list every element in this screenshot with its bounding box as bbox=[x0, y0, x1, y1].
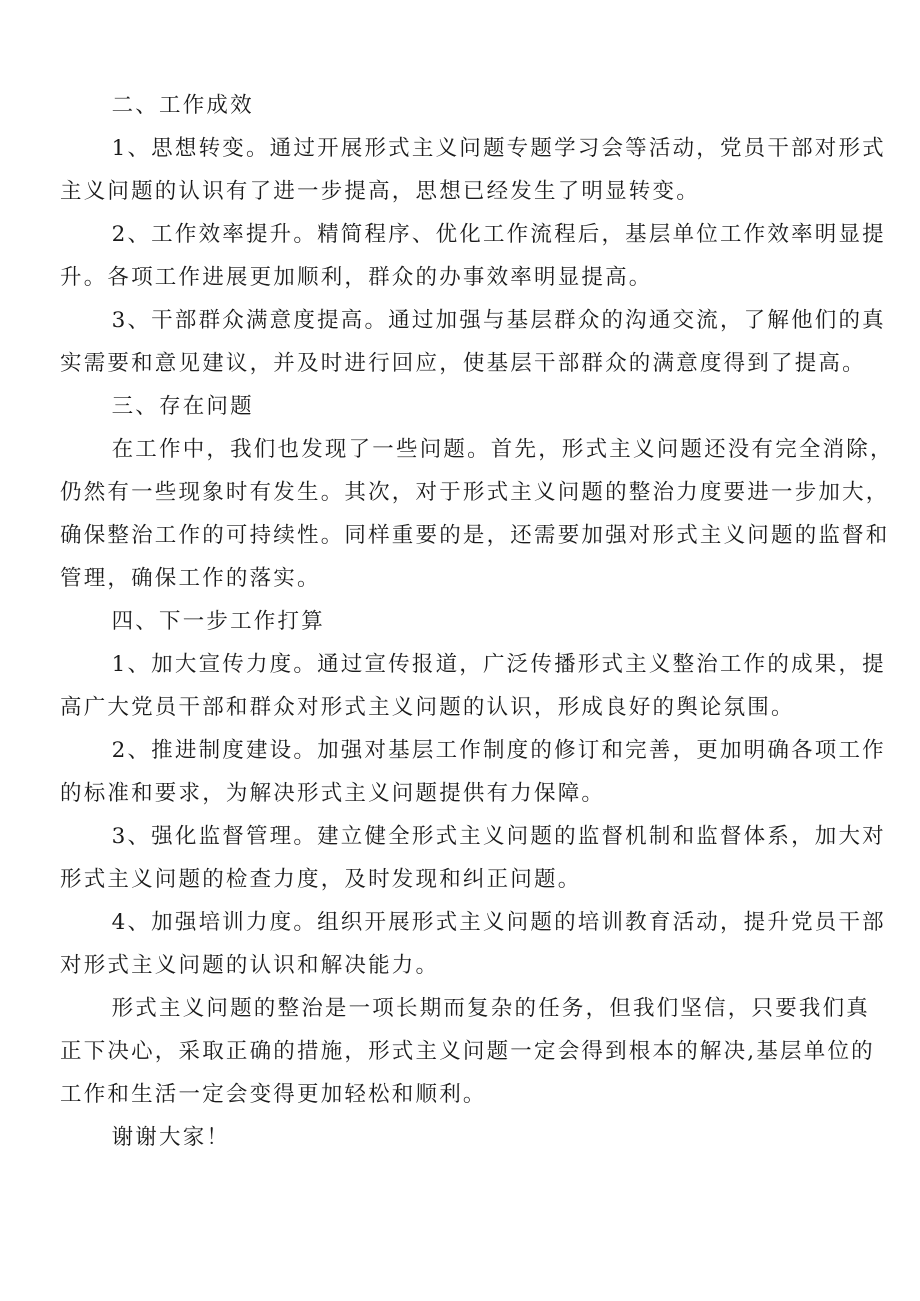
text-line: 1、加大宣传力度。通过宣传报道，广泛传播形式主义整治工作的成果，提 bbox=[111, 652, 886, 677]
text-line: 3、强化监督管理。建立健全形式主义问题的监督机制和监督体系，加大对 bbox=[111, 824, 886, 849]
text-line: 升。各项工作进展更加顺利，群众的办事效率明显提高。 bbox=[60, 265, 653, 290]
section-heading-next-steps: 四、下一步工作打算 bbox=[111, 609, 325, 634]
paragraph-supervision bbox=[60, 815, 886, 901]
paragraph-conclusion bbox=[60, 987, 875, 1116]
text-line: 实需要和意见建议，并及时进行回应，使基层干部群众的满意度得到了提高。 bbox=[60, 351, 866, 376]
paragraph-problems bbox=[60, 428, 894, 600]
text-line: 高广大党员干部和群众对形式主义问题的认识，形成良好的舆论氛围。 bbox=[60, 695, 795, 720]
text-line: 对形式主义问题的认识和解决能力。 bbox=[60, 953, 440, 978]
text-line: 3、干部群众满意度提高。通过加强与基层群众的沟通交流，了解他们的真 bbox=[111, 308, 886, 333]
text-line: 4、加强培训力度。组织开展形式主义问题的培训教育活动，提升党员干部 bbox=[111, 910, 886, 935]
section-heading-achievements: 二、工作成效 bbox=[111, 93, 254, 118]
text-line: 2、工作效率提升。精简程序、优化工作流程后，基层单位工作效率明显提 bbox=[111, 222, 886, 247]
paragraph-thinking-change bbox=[60, 127, 886, 213]
text-line: 的标准和要求，为解决形式主义问题提供有力保障。 bbox=[60, 781, 606, 806]
text-line: 形式主义问题的检查力度，及时发现和纠正问题。 bbox=[60, 867, 582, 892]
paragraph-training bbox=[60, 901, 886, 987]
text-line: 正下决心，采取正确的措施，形式主义问题一定会得到根本的解决,基层单位的 bbox=[60, 1039, 875, 1064]
closing-thanks: 谢谢大家！ bbox=[111, 1125, 231, 1150]
text-line: 2、推进制度建设。加强对基层工作制度的修订和完善，更加明确各项工作 bbox=[111, 738, 886, 763]
paragraph-system-building bbox=[60, 729, 886, 815]
text-line: 仍然有一些现象时有发生。其次，对于形式主义问题的整治力度要进一步加大， bbox=[60, 480, 890, 505]
paragraph-satisfaction bbox=[60, 299, 886, 385]
document-page bbox=[60, 84, 894, 1159]
text-line: 1、思想转变。通过开展形式主义问题专题学习会等活动，党员干部对形式 bbox=[111, 136, 886, 161]
paragraph-publicity bbox=[60, 643, 886, 729]
text-line: 工作和生活一定会变得更加轻松和顺利。 bbox=[60, 1082, 487, 1107]
text-line: 主义问题的认识有了进一步提高，思想已经发生了明显转变。 bbox=[60, 179, 700, 204]
text-line: 确保整治工作的可持续性。同样重要的是，还需要加强对形式主义问题的监督和 bbox=[60, 523, 890, 548]
text-line: 形式主义问题的整治是一项长期而复杂的任务，但我们坚信，只要我们真 bbox=[111, 996, 870, 1021]
text-line: 管理，确保工作的落实。 bbox=[60, 566, 321, 591]
paragraph-efficiency bbox=[60, 213, 886, 299]
section-heading-problems: 三、存在问题 bbox=[111, 394, 254, 419]
text-line: 在工作中，我们也发现了一些问题。首先，形式主义问题还没有完全消除， bbox=[111, 437, 894, 462]
